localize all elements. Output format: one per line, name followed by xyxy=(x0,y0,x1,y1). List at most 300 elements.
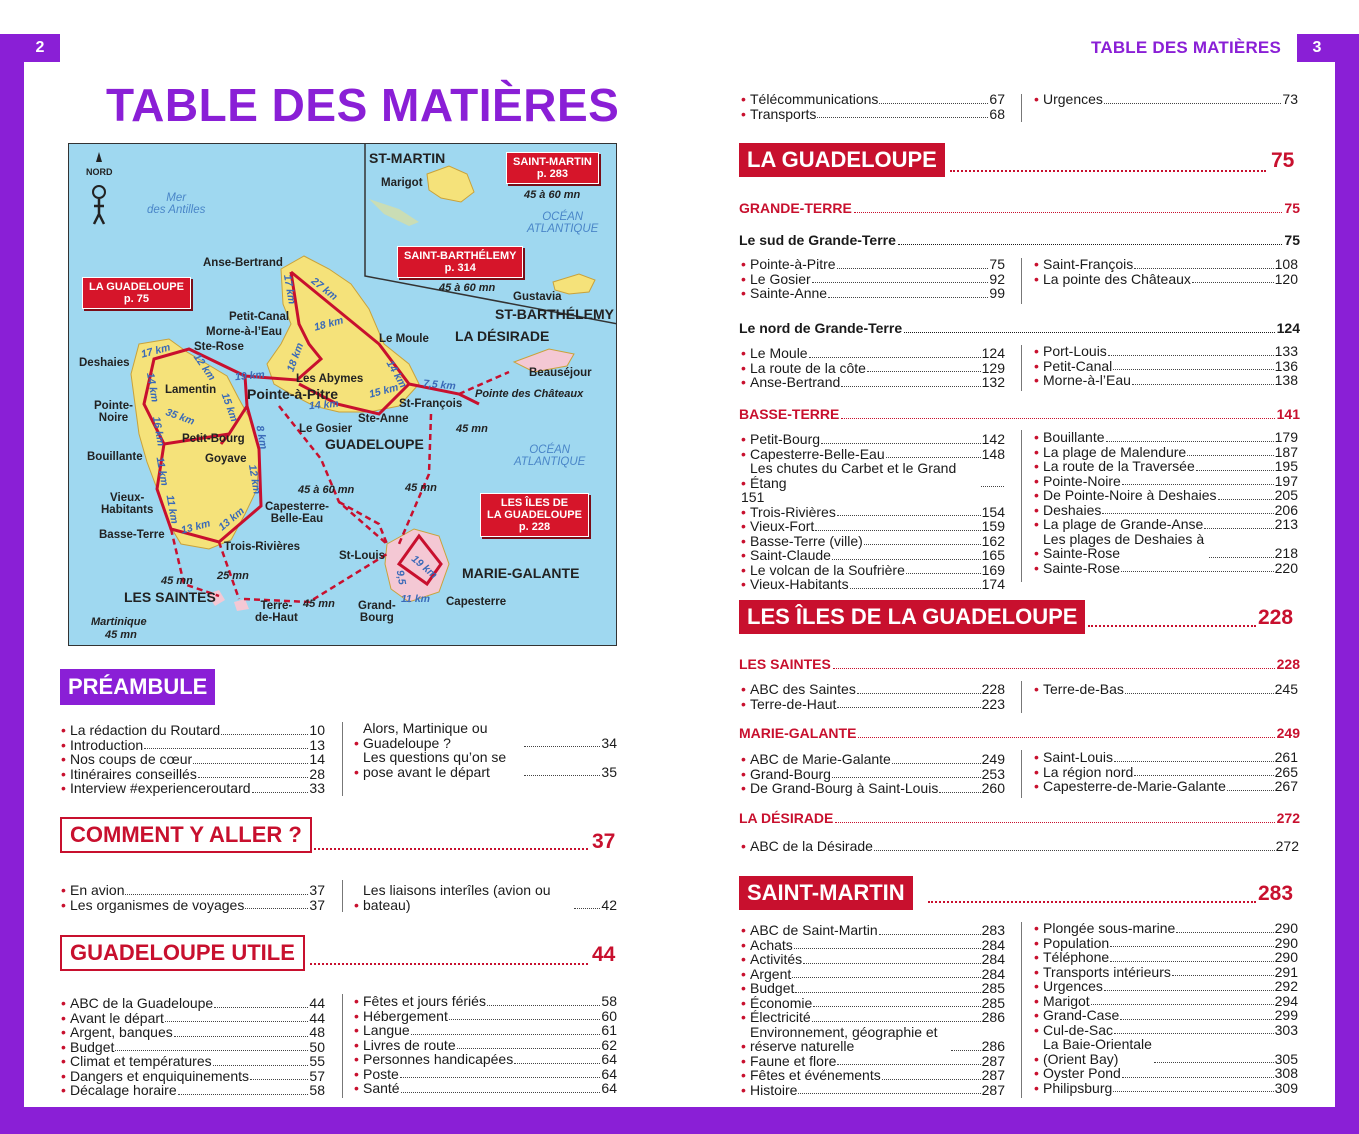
toc-entry xyxy=(1034,459,1298,474)
toc-entry-page: 64 xyxy=(601,1065,617,1082)
dot-leader xyxy=(213,1065,309,1066)
dot-leader xyxy=(879,103,988,104)
dot-leader xyxy=(813,1006,980,1007)
toc-entry-title: Morne-à-l’Eau xyxy=(1043,372,1131,388)
bullet: • xyxy=(354,734,359,751)
place-marie-galante: MARIE-GALANTE xyxy=(462,565,580,581)
bullet: • xyxy=(61,736,66,753)
toc-entry-title: Les chutes du Carbet et le Grand Étang xyxy=(750,460,957,491)
toc-entry-title: Les questions qu’on se pose avant le départ xyxy=(363,749,507,780)
place-anse-bertrand: Anse-Bertrand xyxy=(203,257,283,269)
bullet: • xyxy=(741,503,746,520)
bullet: • xyxy=(61,1009,66,1026)
dot-leader xyxy=(400,1077,601,1078)
toc-entry-title: La route de la côte xyxy=(750,359,866,376)
bullet: • xyxy=(1034,681,1039,697)
toc-entry-page: 283 xyxy=(981,922,1005,938)
place-trois-rivieres: Trois-Rivières xyxy=(224,541,301,553)
distance-label: 17 km xyxy=(139,341,172,361)
toc-entry-title: Pointe-à-Pitre xyxy=(750,256,836,272)
distance-label: 8 km xyxy=(253,424,270,451)
toc-entry-page: 309 xyxy=(1274,1079,1298,1096)
toc-entry xyxy=(741,952,1005,967)
toc-entry-title: Faune et flore xyxy=(750,1052,837,1069)
dot-leader xyxy=(1110,946,1273,947)
distance-label: 35 km xyxy=(164,406,197,428)
toc-entry-title: La pointe des Châteaux xyxy=(1043,270,1191,287)
bullet: • xyxy=(741,256,746,272)
ocean-label-ne: OCÉAN ATLANTIQUE xyxy=(527,211,599,236)
toc-entry-page: 48 xyxy=(309,1024,325,1040)
dot-leader xyxy=(1204,528,1273,529)
toc-entry-page: 138 xyxy=(1274,372,1298,388)
toc-entry xyxy=(741,996,1005,1011)
toc-entry xyxy=(1034,474,1298,489)
toc-entry-title: Cul-de-Sac xyxy=(1043,1021,1114,1038)
dot-leader xyxy=(1132,384,1274,385)
toc-entry xyxy=(741,519,1005,534)
toc-entry-title: Port-Louis xyxy=(1043,343,1107,359)
place-le-gosier: Le Gosier xyxy=(299,423,353,435)
section-leader xyxy=(1088,625,1256,627)
dot-leader xyxy=(411,1034,601,1035)
distance-label: 12 km xyxy=(190,351,218,383)
place-le-moule: Le Moule xyxy=(379,333,429,345)
bullet: • xyxy=(741,936,746,953)
toc-entry xyxy=(61,1011,325,1026)
nord-list-left xyxy=(741,346,1005,390)
bullet: • xyxy=(1034,559,1039,576)
subsection-nord-grande-terre xyxy=(739,320,1300,336)
toc-entry xyxy=(1034,965,1298,980)
toc-entry-title: Terre-de-Haut xyxy=(750,695,837,712)
distance-label: 17 km xyxy=(280,273,298,306)
dot-leader xyxy=(1121,571,1274,572)
dot-leader xyxy=(939,792,980,793)
duration-desirade: 45 mn xyxy=(456,423,488,435)
bullet: • xyxy=(741,91,746,107)
distance-label: 14 km xyxy=(308,397,340,413)
distance-label: 18 km xyxy=(312,314,345,334)
bullet: • xyxy=(741,359,746,376)
toc-entry-title: Téléphone xyxy=(1043,949,1110,965)
place-beausejour: Beauséjour xyxy=(529,367,592,379)
bullet: • xyxy=(354,763,359,780)
toc-entry-title: Oyster Pond xyxy=(1043,1065,1121,1081)
duration-mg: 45 à 60 mn xyxy=(298,484,355,496)
dot-leader xyxy=(837,1064,980,1065)
bullet: • xyxy=(61,896,66,913)
toc-entry-title: Petit-Bourg xyxy=(750,431,821,447)
bullet: • xyxy=(741,518,746,534)
bullet: • xyxy=(741,681,746,697)
toc-entry-title: Terre-de-Bas xyxy=(1043,681,1124,697)
distance-label: 7,5 km xyxy=(422,377,457,393)
bullet: • xyxy=(1034,1050,1039,1067)
dot-leader xyxy=(524,746,600,747)
toc-entry xyxy=(61,996,325,1011)
bullet: • xyxy=(741,751,746,767)
distance-label: 15 km xyxy=(367,381,400,401)
toc-entry-page: 218 xyxy=(1274,545,1298,561)
subsection-page: 124 xyxy=(1276,320,1300,336)
toc-entry-page: 305 xyxy=(1274,1050,1298,1067)
toc-entry xyxy=(1034,92,1298,107)
dot-leader xyxy=(1113,1091,1273,1092)
nord-list-right xyxy=(1034,344,1298,388)
toc-entry-page: 73 xyxy=(1282,91,1298,107)
toc-entry xyxy=(1034,1081,1298,1096)
toc-entry-title: Sainte-Anne xyxy=(750,285,828,301)
toc-entry-page: 136 xyxy=(1274,357,1298,374)
toc-entry xyxy=(1034,682,1298,697)
basse-terre-list-left xyxy=(741,432,1005,592)
toc-entry xyxy=(61,767,325,782)
bullet: • xyxy=(1034,256,1039,272)
toc-entry xyxy=(741,577,1005,592)
bullet: • xyxy=(1034,1021,1039,1038)
bullet: • xyxy=(1034,545,1039,561)
toc-entry-title: Grand-Case xyxy=(1043,1007,1120,1023)
marie-galante-list-right xyxy=(1034,750,1298,794)
dot-leader xyxy=(193,763,308,764)
toc-entry xyxy=(741,923,1005,938)
toc-entry-title: Les liaisons interîles (avion ou bateau) xyxy=(363,882,551,913)
bullet: • xyxy=(1034,487,1039,503)
place-goyave: Goyave xyxy=(205,453,247,465)
column-separator xyxy=(1021,345,1022,391)
toc-entry-title: Saint-Claude xyxy=(750,547,831,563)
place-les-abymes: Les Abymes xyxy=(296,373,364,385)
place-guadeloupe: GUADELOUPE xyxy=(325,436,424,452)
bottom-page-border xyxy=(0,1107,1359,1134)
toc-entry xyxy=(741,361,1005,376)
toc-entry-title: Transports xyxy=(750,105,817,122)
dot-leader xyxy=(874,850,1275,851)
place-marigot: Marigot xyxy=(381,177,423,189)
toc-entry-page: 287 xyxy=(981,1052,1005,1069)
toc-entry xyxy=(1034,765,1298,780)
distance-label: 13 km xyxy=(216,504,247,534)
subsection-page: 75 xyxy=(1284,200,1300,216)
dot-leader xyxy=(795,992,980,993)
dot-leader xyxy=(252,792,309,793)
utile-cont-list-left xyxy=(741,92,1005,121)
section-page-number: 228 xyxy=(1258,606,1294,629)
toc-entry-page: 162 xyxy=(981,532,1005,549)
utile-list-left xyxy=(61,996,325,1098)
subsection-title: LES SAINTES xyxy=(739,656,831,672)
saint-martin-list-right xyxy=(1034,921,1298,1095)
toc-entry xyxy=(741,981,1005,996)
toc-entry-page: 303 xyxy=(1274,1021,1298,1038)
toc-entry-title: Capesterre-de-Marie-Galante xyxy=(1043,778,1226,794)
toc-entry xyxy=(1034,950,1298,965)
toc-entry-page: 265 xyxy=(1274,763,1298,780)
section-preambule: PRÉAMBULE xyxy=(60,669,215,705)
toc-entry-page: 142 xyxy=(981,431,1005,447)
toc-entry xyxy=(741,461,1005,505)
toc-entry-title: Le volcan de la Soufrière xyxy=(750,561,905,578)
dot-leader xyxy=(1120,1019,1273,1020)
toc-entry-page: 284 xyxy=(981,965,1005,982)
bullet: • xyxy=(61,765,66,782)
toc-entry xyxy=(1034,503,1298,518)
duration-saintes3: 45 mn xyxy=(303,598,335,610)
toc-entry xyxy=(741,1025,1005,1054)
utile-cont-list-right xyxy=(1034,92,1298,107)
bullet: • xyxy=(741,951,746,967)
toc-entry-page: 92 xyxy=(989,270,1005,287)
toc-entry xyxy=(741,767,1005,782)
toc-entry-page: 13 xyxy=(309,736,325,753)
toc-entry-page: 195 xyxy=(1274,458,1298,474)
toc-entry-page: 290 xyxy=(1274,934,1298,951)
dot-leader xyxy=(1176,932,1273,933)
toc-entry xyxy=(1034,445,1298,460)
bullet: • xyxy=(354,1022,359,1038)
dot-leader xyxy=(1134,268,1273,269)
dot-leader xyxy=(837,268,989,269)
distance-label: 14 km xyxy=(143,371,161,404)
toc-entry-page: 124 xyxy=(981,345,1005,361)
toc-entry-title: Saint-François xyxy=(1043,256,1134,272)
toc-entry xyxy=(741,548,1005,563)
dot-leader xyxy=(812,282,989,283)
toc-entry-title: Argent xyxy=(750,965,792,982)
subsection-basse-terre xyxy=(739,406,1300,422)
toc-entry-page: 292 xyxy=(1274,978,1298,994)
bullet: • xyxy=(741,1052,746,1069)
dot-leader xyxy=(1125,693,1274,694)
toc-entry-title: La rédaction du Routard xyxy=(70,722,221,738)
toc-entry-page: 245 xyxy=(1274,681,1298,697)
bullet: • xyxy=(354,1051,359,1067)
dot-leader xyxy=(487,1005,600,1006)
bullet: • xyxy=(1034,920,1039,936)
toc-entry-page: 75 xyxy=(989,256,1005,272)
toc-entry-title: La Baie-Orientale (Orient Bay) xyxy=(1043,1036,1152,1067)
dot-leader xyxy=(864,544,981,545)
toc-entry-title: Le Moule xyxy=(750,345,808,361)
toc-entry xyxy=(741,375,1005,390)
dot-leader xyxy=(1110,961,1273,962)
toc-entry-title: Saint-Louis xyxy=(1043,749,1114,765)
toc-entry-title: Urgences xyxy=(1043,978,1103,994)
dot-leader xyxy=(1122,484,1274,485)
toc-entry-page: 308 xyxy=(1274,1065,1298,1081)
dot-leader xyxy=(115,1050,308,1051)
dot-leader xyxy=(809,357,981,358)
dot-leader xyxy=(1227,790,1274,791)
toc-entry-title: ABC de la Guadeloupe xyxy=(70,995,214,1011)
toc-entry-title: La route de la Traversée xyxy=(1043,458,1195,474)
page-title: TABLE DES MATIÈRES xyxy=(106,79,620,131)
bullet: • xyxy=(741,1038,746,1054)
place-ste-anne: Ste-Anne xyxy=(358,413,409,425)
toc-entry xyxy=(741,92,1005,107)
toc-entry-title: La plage de Grande-Anse xyxy=(1043,516,1204,532)
toc-entry-page: 64 xyxy=(601,1080,617,1096)
toc-entry-title: Pointe-Noire xyxy=(1043,472,1121,489)
dot-leader xyxy=(1192,282,1274,283)
toc-entry-page: 33 xyxy=(309,780,325,796)
toc-entry xyxy=(741,346,1005,361)
toc-entry-page: 99 xyxy=(989,285,1005,301)
bullet: • xyxy=(741,561,746,578)
dot-leader xyxy=(841,386,980,387)
distance-label: 11 km xyxy=(153,456,171,487)
toc-entry xyxy=(741,1010,1005,1025)
dot-leader xyxy=(879,934,981,935)
toc-entry-page: 37 xyxy=(309,896,325,913)
toc-entry xyxy=(354,1038,617,1053)
dot-leader xyxy=(174,1036,309,1037)
toc-entry-page: 284 xyxy=(981,951,1005,967)
toc-entry xyxy=(1034,936,1298,951)
dot-leader xyxy=(1187,455,1273,456)
distance-label: 18 km xyxy=(284,341,307,374)
distance-label: 13 km xyxy=(179,517,212,537)
place-capesterre: Capesterre- Belle-Eau xyxy=(265,501,329,526)
toc-entry xyxy=(354,1081,617,1096)
toc-entry xyxy=(1034,921,1298,936)
dot-leader xyxy=(1218,499,1274,500)
sud-list-left xyxy=(741,257,1005,301)
place-pointe-noire: Pointe- Noire xyxy=(94,400,133,425)
dot-leader xyxy=(981,486,1004,487)
duration-saintes1: 45 mn xyxy=(161,575,193,587)
dot-leader xyxy=(1102,513,1273,514)
toc-entry-page: 44 xyxy=(309,1009,325,1026)
bullet: • xyxy=(61,780,66,796)
toc-entry-page: 58 xyxy=(601,993,617,1009)
place-ste-rose: Ste-Rose xyxy=(194,341,244,353)
toc-entry-page: 55 xyxy=(309,1053,325,1069)
toc-entry xyxy=(1034,1037,1298,1066)
bullet: • xyxy=(741,270,746,287)
preambule-list-left xyxy=(61,723,325,796)
toc-entry-title: Budget xyxy=(70,1038,115,1055)
bullet: • xyxy=(1034,343,1039,359)
toc-entry xyxy=(61,1040,325,1055)
bullet: • xyxy=(741,285,746,301)
dot-leader xyxy=(794,948,981,949)
toc-entry-title: Fêtes et jours fériés xyxy=(363,993,486,1009)
toc-entry xyxy=(61,1083,325,1098)
distance-label: 16 km xyxy=(149,415,167,448)
saintes-list-left xyxy=(741,682,1005,711)
place-pointe-a-pitre: Pointe-à-Pitre xyxy=(247,386,339,402)
dot-leader xyxy=(792,977,980,978)
section-guadeloupe-utile: GUADELOUPE UTILE xyxy=(60,935,305,971)
section-page-number: 37 xyxy=(592,830,616,853)
toc-entry-page: 228 xyxy=(981,681,1005,697)
toc-entry-page: 272 xyxy=(1275,838,1299,854)
comment-list-left xyxy=(61,883,325,912)
toc-entry xyxy=(741,272,1005,287)
dot-leader xyxy=(817,117,988,118)
toc-entry-title: Vieux-Fort xyxy=(750,518,815,534)
dot-leader xyxy=(832,777,981,778)
toc-entry-page: 213 xyxy=(1274,516,1298,532)
bullet: • xyxy=(354,1007,359,1024)
place-pointe-des-chateaux: Pointe des Châteaux xyxy=(475,388,584,400)
toc-entry-title: Livres de route xyxy=(363,1036,456,1053)
toc-entry-page: 206 xyxy=(1274,501,1298,518)
dot-leader xyxy=(951,1050,981,1051)
dot-leader xyxy=(892,763,981,764)
distance-label: 15 km xyxy=(218,391,241,424)
toc-entry xyxy=(741,938,1005,953)
toc-entry-page: 220 xyxy=(1274,559,1298,576)
left-page-border xyxy=(0,34,24,1134)
section-page-number: 283 xyxy=(1258,882,1294,905)
toc-entry-title: Argent, banques xyxy=(70,1024,173,1040)
bullet: • xyxy=(354,1065,359,1082)
dot-leader xyxy=(1106,441,1274,442)
toc-entry xyxy=(61,1054,325,1069)
toc-entry-title: Langue xyxy=(363,1022,410,1038)
toc-entry xyxy=(741,107,1005,122)
toc-entry-page: 284 xyxy=(981,936,1005,953)
toc-entry xyxy=(1034,517,1298,532)
toc-entry xyxy=(1034,488,1298,503)
toc-entry-page: 132 xyxy=(981,374,1005,390)
toc-entry-page: 14 xyxy=(309,751,325,767)
toc-entry-title: ABC des Saintes xyxy=(750,681,856,697)
toc-entry-page: 261 xyxy=(1274,749,1298,765)
subsection-title: GRANDE-TERRE xyxy=(739,200,852,216)
subsection-title: MARIE-GALANTE xyxy=(739,725,857,741)
dot-leader xyxy=(198,777,309,778)
dot-leader xyxy=(449,1019,601,1020)
place-petit-canal: Petit-Canal xyxy=(229,311,290,323)
subsection-page: 141 xyxy=(1276,406,1300,422)
toc-entry-page: 58 xyxy=(309,1082,325,1098)
place-gustavia: Gustavia xyxy=(513,291,562,303)
column-separator xyxy=(342,880,343,912)
bullet: • xyxy=(354,1036,359,1053)
dot-leader xyxy=(828,297,988,298)
dot-leader xyxy=(815,530,980,531)
toc-entry-page: 57 xyxy=(309,1067,325,1084)
toc-entry-page: 68 xyxy=(989,105,1005,122)
toc-entry-page: 44 xyxy=(309,995,325,1011)
dot-leader xyxy=(1134,775,1273,776)
dot-leader xyxy=(803,963,981,964)
toc-entry-page: 285 xyxy=(981,994,1005,1011)
toc-entry xyxy=(741,563,1005,578)
section-saint-martin: SAINT-MARTIN xyxy=(739,876,913,910)
toc-entry-title: Plongée sous-marine xyxy=(1043,920,1176,936)
subsection-la-desirade xyxy=(739,810,1300,826)
place-st-louis: St-Louis xyxy=(339,550,385,562)
toc-entry-title: La plage de Malendure xyxy=(1043,443,1187,460)
toc-entry-title: De Pointe-Noire à Deshaies xyxy=(1043,487,1217,503)
toc-entry-page: 37 xyxy=(309,882,325,898)
bullet: • xyxy=(741,922,746,938)
bullet: • xyxy=(1034,458,1039,474)
duration-mg2: 45 mn xyxy=(405,482,437,494)
bullet: • xyxy=(741,431,746,447)
section-comment-y-aller: COMMENT Y ALLER ? xyxy=(60,817,312,853)
toc-entry-title: Fêtes et événements xyxy=(750,1067,881,1083)
toc-entry xyxy=(354,750,617,779)
toc-entry-title: Deshaies xyxy=(1043,501,1102,518)
dot-leader xyxy=(1104,990,1274,991)
toc-entry-title: Achats xyxy=(750,936,793,953)
